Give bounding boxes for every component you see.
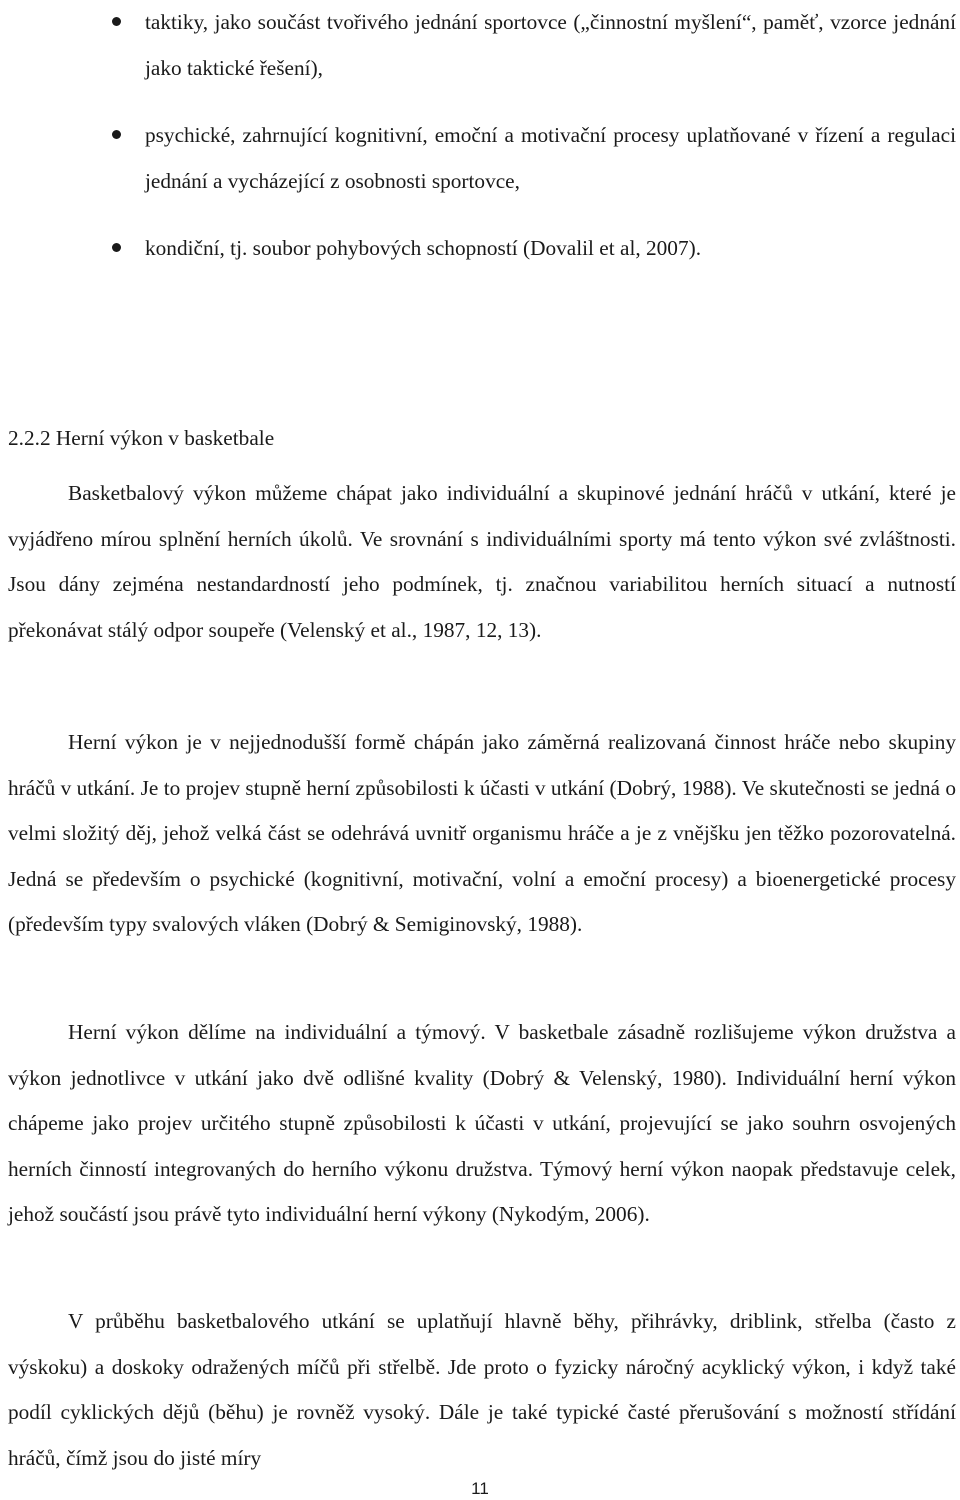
list-item (8, 0, 956, 91)
bullet-icon (112, 243, 121, 252)
list-item (8, 113, 956, 204)
bullet-list (8, 0, 956, 294)
list-item-text: taktiky, jako součást tvořivého jednání sportovce („činnostní myšlení“, paměť, vzorce jednání jako taktické řešení), (145, 10, 956, 80)
bullet-icon (112, 130, 121, 139)
page-number: 11 (471, 1479, 489, 1498)
bullet-icon (112, 17, 121, 26)
list-item (8, 226, 956, 272)
paragraph: V průběhu basketbalového utkání se uplatňují hlavně běhy, přihrávky, driblink, střelba (často z výskoku) a doskoky odražených míčů při střelbě. Jde proto o fyzicky náročný acyklický výkon, i když také podíl cyklických dějů (běhu) je rovněž vysoký. Dále je také typické časté přerušování s možností střídání hráčů, čímž jsou do jisté míry (8, 1309, 956, 1470)
list-item-text: psychické, zahrnující kognitivní, emoční a motivační procesy uplatňované v řízení a regulaci jednání a vycházející z osobnosti sportovce, (145, 123, 956, 193)
paragraph: Herní výkon dělíme na individuální a týmový. V basketbale zásadně rozlišujeme výkon družstva a výkon jednotlivce v utkání jako dvě odlišné kvality (Dobrý & Velenský, 1980). Individuální herní výkon chápeme jako projev určitého stupně způsobilosti k účasti v utkání, projevující se jako souhrn osvojených herních činností integrovaných do herního výkonu družstva. Týmový herní výkon naopak představuje celek, jehož součástí jsou právě tyto individuální herní výkony (Nykodým, 2006). (8, 1020, 956, 1226)
paragraph: Basketbalový výkon můžeme chápat jako individuální a skupinové jednání hráčů v utkání, které je vyjádřeno mírou splnění herních úkolů. Ve srovnání s individuálními sporty má tento výkon své zvláštnosti. Jsou dány zejména nestandardností jeho podmínek, tj. značnou variabilitou herních situací a nutností překonávat stálý odpor soupeře (Velenský et al., 1987, 12, 13). (8, 481, 956, 642)
list-item-text: kondiční, tj. soubor pohybových schopností (Dovalil et al, 2007). (145, 236, 702, 260)
section-heading: 2.2.2 Herní výkon v basketbale (8, 426, 275, 450)
document-page (8, 0, 956, 1500)
paragraph: Herní výkon je v nejjednodušší formě chápán jako záměrná realizovaná činnost hráče nebo skupiny hráčů v utkání. Je to projev stupně herní způsobilosti k účasti v utkání (Dobrý, 1988). Ve skutečnosti se jedná o velmi složitý děj, jehož velká část se odehrává uvnitř organismu hráče a je z vnějšku jen těžko pozorovatelná. Jedná se především o psychické (kognitivní, motivační, volní a emoční procesy) a bioenergetické procesy (především typy svalových vláken (Dobrý & Semiginovský, 1988). (8, 730, 956, 936)
